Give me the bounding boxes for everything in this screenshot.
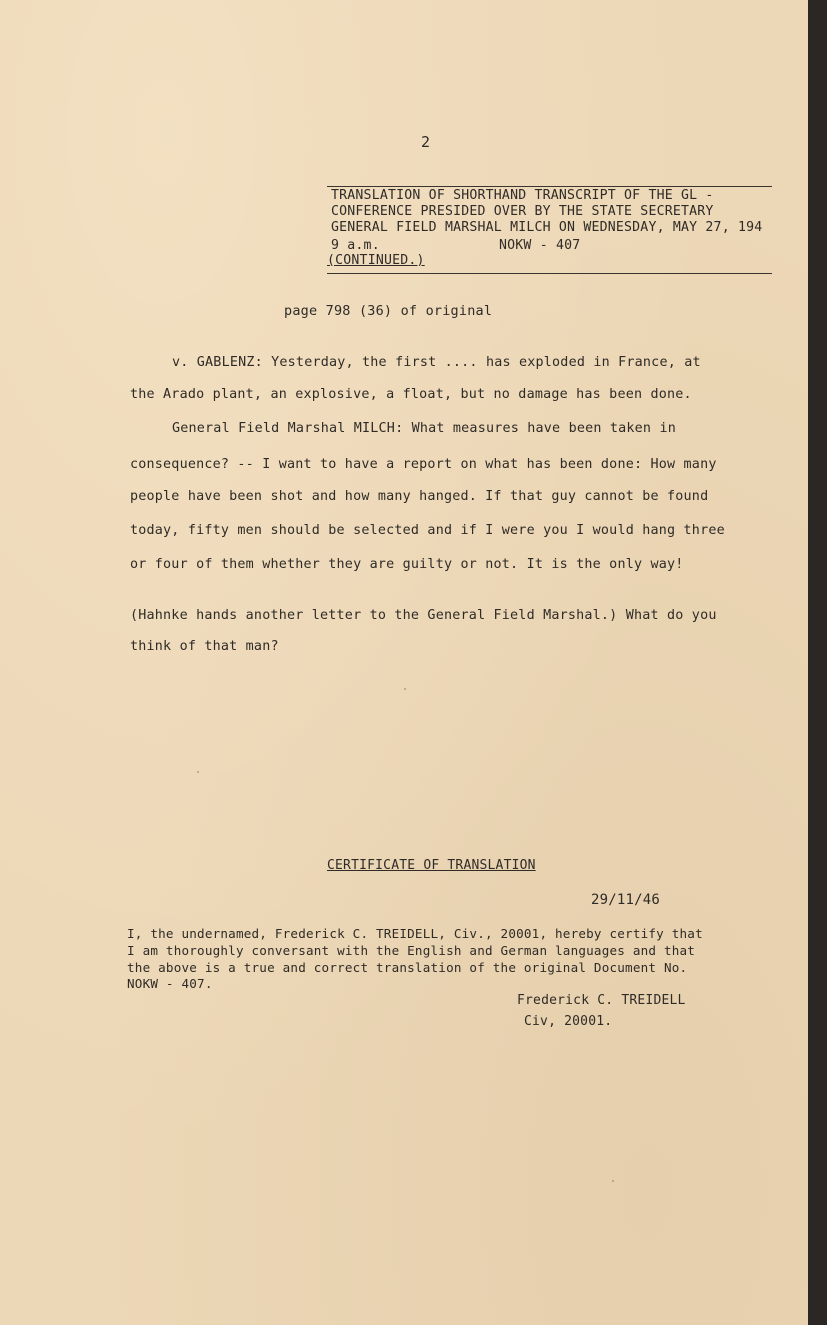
page-reference: page 798 (36) of original: [284, 303, 493, 319]
paper-speck: [612, 1180, 614, 1182]
body-line: the Arado plant, an explosive, a float, but no damage has been done.: [130, 387, 692, 402]
certificate-line: the above is a true and correct translation of the original Document No.: [127, 960, 688, 975]
certificate-line: I am thoroughly conversant with the English and German languages and that: [127, 943, 696, 958]
certificate-line: NOKW - 407.: [127, 976, 213, 991]
header-time: 9 a.m.: [331, 238, 380, 253]
signature-id: Civ, 20001.: [524, 1014, 613, 1029]
body-line: v. GABLENZ: Yesterday, the first .... has exploded in France, at: [172, 355, 701, 370]
paper-speck: [404, 688, 406, 690]
body-line: consequence? -- I want to have a report on what has been done: How many: [130, 457, 717, 472]
certificate-title: CERTIFICATE OF TRANSLATION: [327, 858, 536, 873]
header-line-2: CONFERENCE PRESIDED OVER BY THE STATE SECRETARY: [331, 204, 714, 219]
body-line: think of that man?: [130, 639, 279, 654]
signature-name: Frederick C. TREIDELL: [517, 993, 686, 1008]
body-line: today, fifty men should be selected and if I were you I would hang three: [130, 523, 725, 538]
page-edge-shadow: [808, 0, 827, 1325]
paper-speck: [197, 771, 199, 773]
body-line: or four of them whether they are guilty or not. It is the only way!: [130, 557, 684, 572]
header-line-3: GENERAL FIELD MARSHAL MILCH ON WEDNESDAY, MAY 27, 194: [331, 220, 763, 235]
body-line: people have been shot and how many hanged. If that guy cannot be found: [130, 489, 709, 504]
certificate-date: 29/11/46: [591, 892, 661, 908]
page-number: 2: [421, 133, 431, 151]
body-line: General Field Marshal MILCH: What measures have been taken in: [172, 421, 676, 436]
body-line: (Hahnke hands another letter to the General Field Marshal.) What do you: [130, 608, 717, 623]
document-header-block: [327, 186, 772, 274]
header-continued: (CONTINUED.): [327, 253, 425, 268]
header-doc-id: NOKW - 407: [499, 238, 581, 253]
certificate-line: I, the undernamed, Frederick C. TREIDELL, Civ., 20001, hereby certify that: [127, 926, 703, 941]
header-line-1: TRANSLATION OF SHORTHAND TRANSCRIPT OF THE GL -: [331, 188, 714, 203]
